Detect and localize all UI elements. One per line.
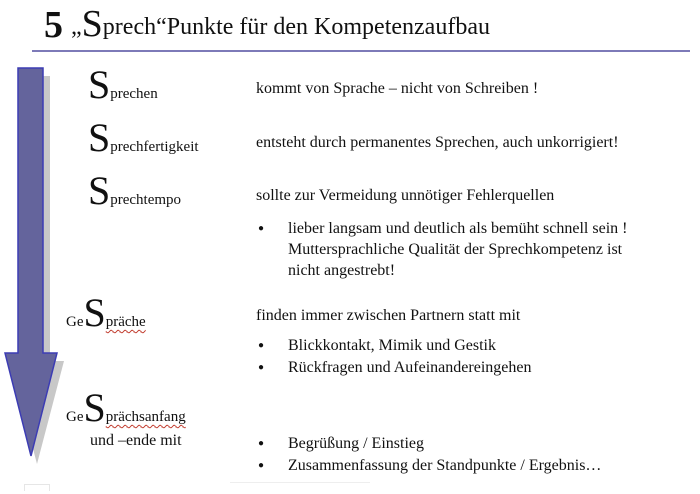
term-rest: prächsanfang [105,409,186,425]
description-sprechtempo: sollte zur Vermeidung unnötiger Fehlerquellen [256,187,555,204]
bullet-text: Rückfragen und Aufeinandereingehen [288,359,532,376]
term-rest: prechen [110,86,158,102]
term-big-letter: S [88,168,111,213]
term-sprechen [88,62,158,107]
section-number: 5 [44,4,63,46]
term-prefix: Ge [66,409,84,425]
term-sprechtempo [88,168,182,213]
description-sprechen: kommt von Sprache – nicht von Schreiben ! [256,80,539,97]
term-rest: prechtempo [110,192,182,208]
term-rest: präche [105,314,146,330]
footer-line [230,482,370,483]
term-rest: prechfertigkeit [110,139,199,155]
footer-mark [24,484,50,491]
bullet-dot: ● [258,340,265,351]
bullet-text: lieber langsam und deutlich als bemüht schnell sein ! [288,220,628,237]
bullet-text: Blickkontakt, Mimik und Gestik [288,337,496,354]
term-big-letter: S [83,290,106,335]
bullet-text: Muttersprachliche Qualität der Sprechkompetenz ist [288,241,623,258]
term-big-letter: S [83,385,106,430]
title-underline [32,50,690,52]
bullet-text: Begrüßung / Einstieg [288,435,424,452]
description-sprechfertigkeit: entsteht durch permanentes Sprechen, auch unkorrigiert! [256,134,619,151]
bullet-dot: ● [258,223,265,234]
title-word: prech [102,14,157,40]
term-prefix: Ge [66,314,84,330]
term-gespraeche [66,290,146,335]
description-gespraeche: finden immer zwischen Partnern statt mit [256,307,521,324]
term-sprechfertigkeit [88,115,199,160]
bullet-dot: ● [258,362,265,373]
page-title [44,2,490,46]
bullet-text: Zusammenfassung der Standpunkte / Ergebnis… [288,457,602,474]
close-quote: “ [156,14,167,40]
title-big-letter: S [81,3,103,45]
open-quote: „ [71,14,82,40]
bullet-dot: ● [258,460,265,471]
term-big-letter: S [88,62,111,107]
bullet-text: nicht angestrebt! [288,262,396,279]
title-suffix: Punkte für den Kompetenzaufbau [166,14,490,40]
term-gespraechsanfang [66,385,186,430]
term-subline: und –ende mit [90,432,182,449]
bullet-dot: ● [258,438,265,449]
term-big-letter: S [88,115,111,160]
